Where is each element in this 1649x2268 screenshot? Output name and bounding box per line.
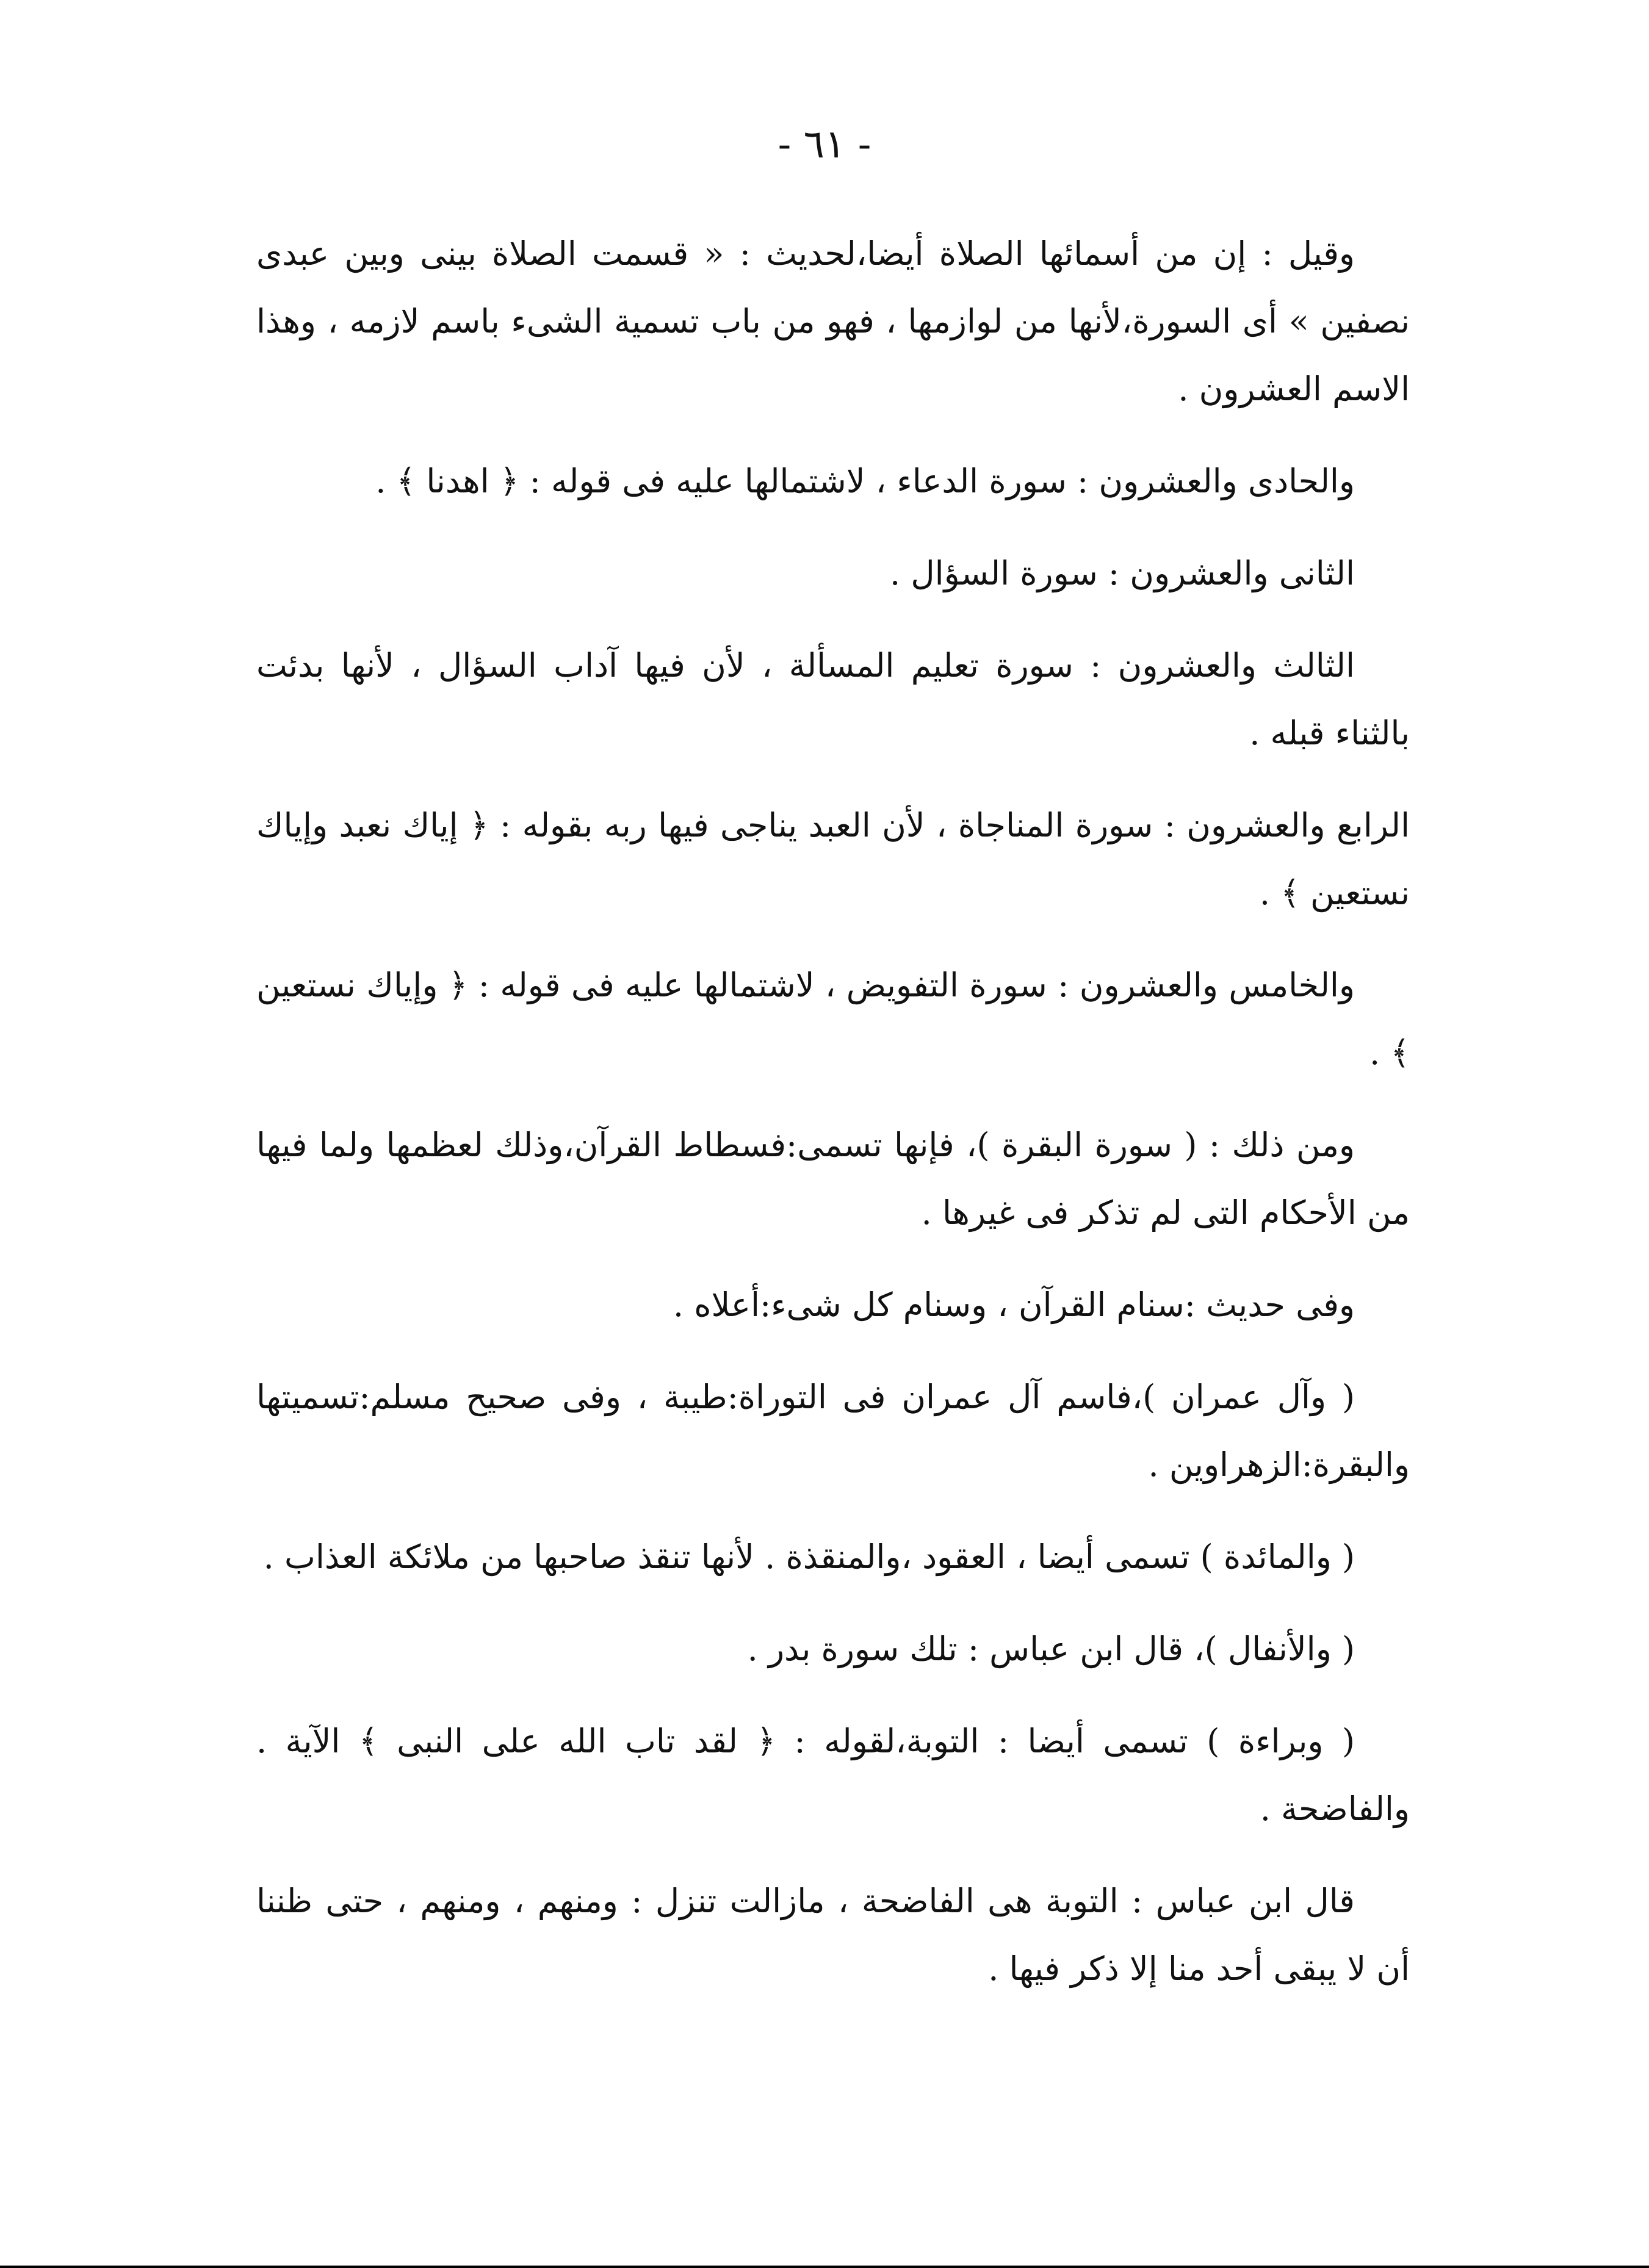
paragraph-13: قال ابن عباس : التوبة هى الفاضحة ، مازالت تنزل : ومنهم ، ومنهم ، حتى ظننا أن لا يبقى أحد منا إلا ذكر فيها .: [256, 1882, 1410, 1988]
paragraph-10: ( والمائدة ) تسمى أيضا ، العقود ،والمنقذة . لأنها تنقذ صاحبها من ملائكة العذاب .: [263, 1538, 1355, 1576]
paragraph-9: ( وآل عمران )،فاسم آل عمران فى التوراة:طيبة ، وفى صحيح مسلم:تسميتها والبقرة:الزهراوين .: [256, 1378, 1410, 1484]
paragraph-8: وفى حديث :سنام القرآن ، وسنام كل شىء:أعلاه .: [673, 1286, 1355, 1324]
paragraph-1: وقيل : إن من أسمائها الصلاة أيضا،لحديث : « قسمت الصلاة بينى وبين عبدى نصفين » أى السورة،لأنها من لوازمها ، فهو من باب تسمية الشىء باسم لازمه ، وهذا الاسم العشرون .: [256, 234, 1410, 408]
page-bottom-border: [0, 2266, 1649, 2268]
paragraph-4: الثالث والعشرون : سورة تعليم المسألة ، لأن فيها آداب السؤال ، لأنها بدئت بالثناء قبله .: [256, 646, 1410, 752]
body-text: [256, 220, 1410, 2027]
paragraph-2: والحادى والعشرون : سورة الدعاء ، لاشتمالها عليه فى قوله : ﴿ اهدنا ﴾ .: [375, 462, 1355, 500]
paragraph-11: ( والأنفال )، قال ابن عباس : تلك سورة بدر .: [747, 1630, 1355, 1668]
paragraph-7: ومن ذلك : ( سورة البقرة )، فإنها تسمى:فسطاط القرآن،وذلك لعظمها ولما فيها من الأحكام التى لم تذكر فى غيرها .: [256, 1126, 1410, 1232]
paragraph-3: الثانى والعشرون : سورة السؤال .: [890, 554, 1355, 592]
paragraph-12: ( وبراءة ) تسمى أيضا : التوبة،لقوله : ﴿ لقد تاب الله على النبى ﴾ الآية . والفاضحة .: [256, 1722, 1410, 1828]
paragraph-6: والخامس والعشرون : سورة التفويض ، لاشتمالها عليه فى قوله : ﴿ وإياك نستعين ﴾ .: [256, 966, 1410, 1072]
page-number: - ٦١ -: [778, 122, 871, 167]
paragraph-5: الرابع والعشرون : سورة المناجاة ، لأن العبد يناجى فيها ربه بقوله : ﴿ إياك نعبد وإياك نستعين ﴾ .: [256, 806, 1410, 912]
